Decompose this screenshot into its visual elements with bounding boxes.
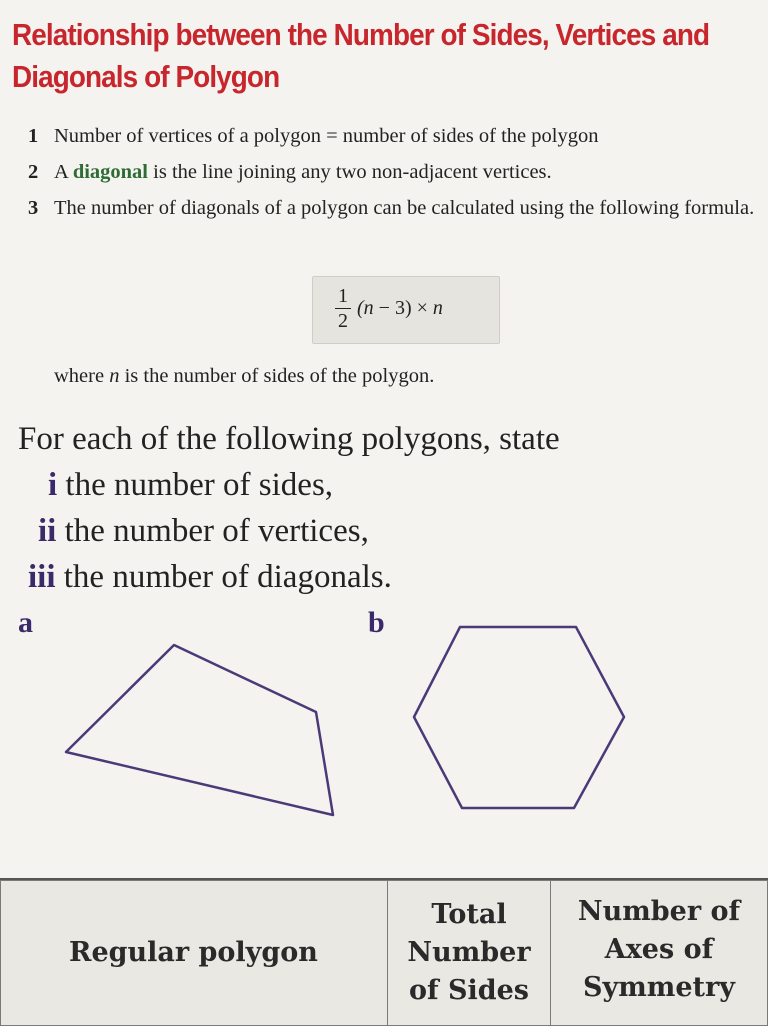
fact-number: 1 bbox=[28, 125, 39, 147]
instruction-text: the number of sides, bbox=[57, 467, 334, 503]
instruction-item-iii bbox=[18, 554, 560, 600]
roman-numeral: i bbox=[48, 467, 58, 503]
section-heading-line-2: Diagonals of Polygon bbox=[12, 59, 280, 94]
header-regular-polygon: Regular polygon bbox=[1, 881, 388, 1026]
figure-label-b: b bbox=[368, 606, 385, 639]
formula-fraction bbox=[335, 285, 351, 332]
instruction-item-ii bbox=[18, 508, 560, 554]
fact-item-1 bbox=[28, 122, 764, 151]
quadrilateral-shape bbox=[66, 645, 333, 815]
fact-number: 3 bbox=[28, 197, 39, 219]
polygon-figures bbox=[0, 600, 768, 850]
formula-expression bbox=[357, 297, 443, 320]
figure-label-a: a bbox=[18, 606, 33, 639]
fact-item-2 bbox=[28, 158, 764, 187]
where-post: is the number of sides of the polygon. bbox=[119, 365, 435, 387]
header-axes-of-symmetry: Number of Axes of Symmetry bbox=[551, 881, 768, 1026]
table-header-row bbox=[1, 881, 768, 1026]
fraction-numerator: 1 bbox=[338, 285, 348, 307]
diagonal-formula-box bbox=[312, 276, 500, 344]
fraction-bar bbox=[335, 308, 351, 309]
header-total-sides: Total Number of Sides bbox=[388, 881, 551, 1026]
where-variable: n bbox=[109, 365, 120, 387]
fact-item-3 bbox=[28, 194, 764, 223]
section-heading-line-1: Relationship between the Number of Sides, Vertices and bbox=[12, 17, 710, 52]
hexagon-shape bbox=[414, 627, 624, 808]
instruction-text: the number of vertices, bbox=[56, 513, 369, 549]
formula-where-note bbox=[54, 362, 434, 391]
fact-text-post: is the line joining any two non-adjacent vertices. bbox=[148, 161, 552, 183]
instructions-intro: For each of the following polygons, state bbox=[18, 421, 560, 457]
roman-numeral: iii bbox=[28, 559, 56, 595]
formula-open: (n bbox=[357, 297, 374, 319]
fact-number: 2 bbox=[28, 161, 39, 183]
instruction-text: the number of diagonals. bbox=[55, 559, 392, 595]
fact-text: The number of diagonals of a polygon can be calculated using the following formula. bbox=[54, 197, 755, 219]
facts-list bbox=[28, 122, 764, 230]
formula-variable-n: n bbox=[432, 297, 443, 319]
fraction-denominator: 2 bbox=[338, 310, 348, 332]
roman-numeral: ii bbox=[38, 513, 57, 549]
instruction-item-i bbox=[18, 462, 560, 508]
where-pre: where bbox=[54, 365, 110, 387]
properties-table bbox=[0, 880, 768, 1026]
fact-text: Number of vertices of a polygon = number of sides of the polygon bbox=[54, 125, 599, 147]
term-diagonal: diagonal bbox=[72, 161, 149, 183]
fact-text-pre: A bbox=[54, 161, 73, 183]
formula-minus-three: − 3) × bbox=[373, 297, 433, 319]
exercise-instructions bbox=[18, 416, 560, 600]
polygon-properties-table bbox=[0, 878, 768, 1026]
section-heading bbox=[12, 14, 710, 98]
